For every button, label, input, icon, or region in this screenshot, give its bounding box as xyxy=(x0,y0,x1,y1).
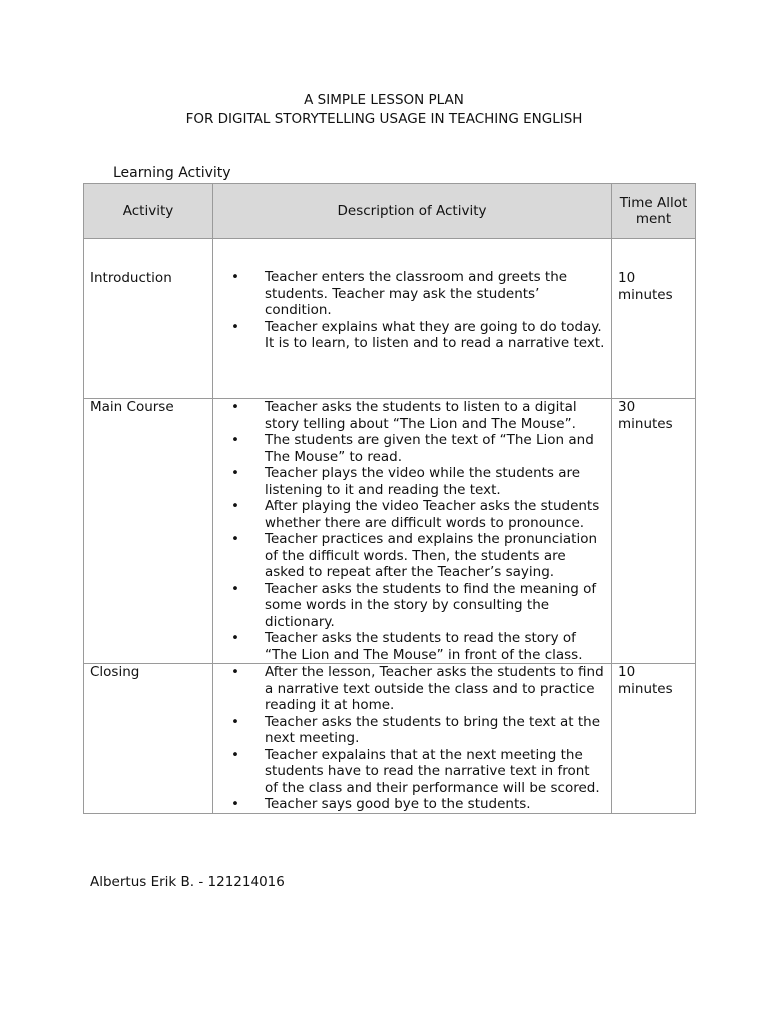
lesson-plan-table xyxy=(83,183,696,814)
activity-cell: Introduction xyxy=(84,239,213,399)
table-row xyxy=(84,239,696,399)
activity-cell: Closing xyxy=(84,664,213,814)
list-item: • Teacher expalains that at the next meeting the students have to read the narrative text in front of the class and their performance will be scored. xyxy=(213,747,611,797)
table-row xyxy=(84,399,696,664)
list-item: • Teacher asks the students to listen to a digital story telling about “The Lion and The Mouse”. xyxy=(213,399,611,432)
list-item: • After the lesson, Teacher asks the students to find a narrative text outside the class and to practice reading it at home. xyxy=(213,664,611,714)
header-description: Description of Activity xyxy=(213,184,612,239)
list-item: • Teacher enters the classroom and greets the students. Teacher may ask the students’ condition. xyxy=(213,269,611,319)
list-item: • Teacher says good bye to the students. xyxy=(213,796,611,813)
activity-list xyxy=(213,664,611,813)
table-row xyxy=(84,664,696,814)
activity-list xyxy=(213,399,611,663)
table-header-row xyxy=(84,184,696,239)
time-cell: 10 minutes xyxy=(612,239,696,399)
description-cell xyxy=(213,239,612,399)
author-footer: Albertus Erik B. - 121214016 xyxy=(90,874,285,890)
list-item: • The students are given the text of “The Lion and The Mouse” to read. xyxy=(213,432,611,465)
document-title-line-1: A SIMPLE LESSON PLAN xyxy=(304,92,464,108)
activity-cell: Main Course xyxy=(84,399,213,664)
activity-list xyxy=(213,239,611,352)
time-cell: 30 minutes xyxy=(612,399,696,664)
header-time-allotment: Time Allotment xyxy=(612,184,696,239)
list-item: • Teacher asks the students to read the story of “The Lion and The Mouse” in front of the class. xyxy=(213,630,611,663)
document-title-line-2: FOR DIGITAL STORYTELLING USAGE IN TEACHING ENGLISH xyxy=(185,111,583,127)
list-item: • Teacher practices and explains the pronunciation of the difficult words. Then, the students are asked to repeat after the Teacher’s saying. xyxy=(213,531,611,581)
list-item: • Teacher asks the students to bring the text at the next meeting. xyxy=(213,714,611,747)
list-item: • After playing the video Teacher asks the students whether there are difficult words to pronounce. xyxy=(213,498,611,531)
description-cell xyxy=(213,399,612,664)
list-item: • Teacher plays the video while the students are listening to it and reading the text. xyxy=(213,465,611,498)
list-item: • Teacher explains what they are going to do today. It is to learn, to listen and to read a narrative text. xyxy=(213,319,611,352)
header-activity: Activity xyxy=(84,184,213,239)
description-cell xyxy=(213,664,612,814)
list-item: • Teacher asks the students to find the meaning of some words in the story by consulting the dictionary. xyxy=(213,581,611,631)
time-cell: 10 minutes xyxy=(612,664,696,814)
section-heading: Learning Activity xyxy=(113,165,231,181)
